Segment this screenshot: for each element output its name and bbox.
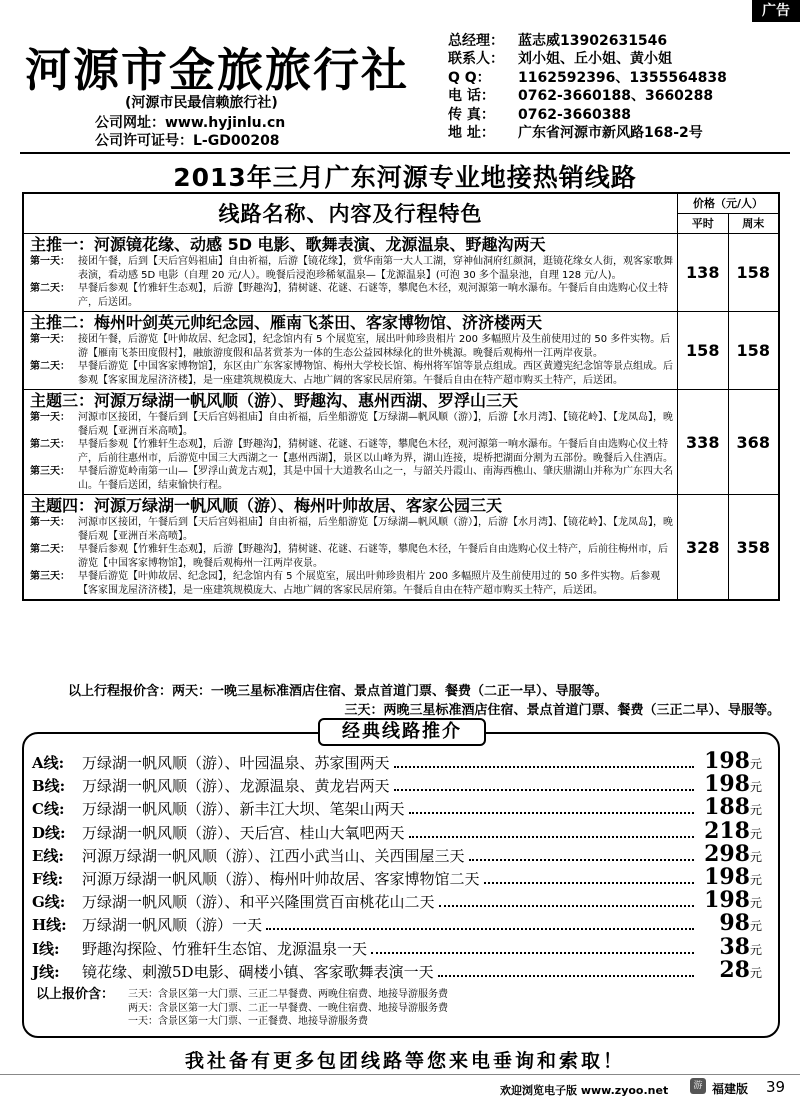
- route-row: [24, 234, 778, 312]
- contact-value: 0762-3660388: [518, 106, 631, 123]
- classic-line: [32, 956, 772, 983]
- footer-slogan: 我社备有更多包团线路等您来电垂询和索取！: [184, 1050, 625, 1072]
- day-label: 第二天：: [30, 544, 70, 555]
- line-desc: 万绿湖一帆风顺（游）一天: [82, 916, 263, 935]
- line-code: E线:: [32, 846, 64, 865]
- line-price: 38: [719, 933, 750, 960]
- footer-bar: [0, 1074, 800, 1100]
- footer-edition: 福建版: [712, 1082, 749, 1096]
- day-text: 河源市区接团，午餐后到【天后宫妈祖庙】自由祈福，后坐船游览【万绿湖—帆风顺（游）】，后游【水月湾】、【镜花岭】、【龙凤岛】，晚餐后观【亚洲百米高喷】。: [78, 412, 673, 437]
- line-desc: 万绿湖一帆风顺（游）、和平兴隆围赏百亩桃花山二天: [82, 893, 435, 912]
- route-row: [24, 390, 778, 495]
- route-day: [30, 333, 673, 360]
- route-title: 主题四：河源万绿湖一帆风顺（游）、梅州叶帅故居、客家公园三天: [30, 496, 503, 515]
- route-day: [30, 255, 673, 282]
- contact-value: 1162592396、1355564838: [518, 69, 727, 86]
- header-price-title: 价格（元/人）: [678, 194, 778, 214]
- dot-leader: [409, 802, 694, 814]
- line-price: 28: [719, 956, 750, 983]
- contact-label: 电 话：: [448, 88, 495, 105]
- line-desc: 镜花缘、刺激5D电影、碉楼小镇、客家歌舞表演一天: [82, 962, 434, 981]
- line-unit: 元: [750, 757, 763, 771]
- day-text: 早餐后游览【中国客家博物馆】，东区由广东客家博物馆、梅州大学校长馆、梅州将军馆等景点组成。西区黄遵宪纪念馆等景点组成。后参观【客家围龙屋济济楼】，是一座建筑规模庞大、占地广阔的客家民居府第。午餐后自由在特产超市购买土特产，后送团。: [78, 361, 673, 386]
- header: [20, 26, 790, 149]
- route-title: 主推二：梅州叶剑英元帅纪念园、雁南飞茶田、客家博物馆、济济楼两天: [30, 313, 543, 332]
- quote-block: [36, 988, 756, 1029]
- route-body: [24, 234, 678, 311]
- line-code: B线:: [32, 777, 66, 796]
- dot-leader: [371, 942, 694, 954]
- classic-line: [32, 771, 772, 798]
- line-unit: 元: [750, 780, 763, 795]
- line-unit: 元: [750, 826, 763, 841]
- price-weekend: 158: [736, 341, 770, 360]
- route-table: [22, 192, 780, 601]
- contact-row: [448, 32, 793, 50]
- contact-label: 联系人：: [448, 51, 504, 68]
- price-weekday: 328: [678, 495, 729, 599]
- contact-row: [448, 69, 793, 87]
- day-text: 早餐后游览岭南第一山—【罗浮山黄龙古观】，其是中国十大道教名山之一，与韶关丹霞山、南海西樵山、肇庆鼎湖山并称为广东四大名山。午餐后送团，结束愉快行程。: [78, 466, 673, 491]
- line-price: 198: [704, 748, 750, 774]
- line-unit: 元: [750, 896, 763, 911]
- line-unit: 元: [750, 919, 763, 934]
- classic-line: [32, 863, 772, 890]
- dot-leader: [266, 918, 694, 930]
- line-desc: 野趣沟探险、竹雅轩生态馆、龙源温泉一天: [82, 939, 368, 958]
- line-code: D线:: [32, 823, 66, 842]
- line-desc: 万绿湖一帆风顺（游）、天后宫、桂山大氧吧两天: [82, 823, 405, 842]
- route-price: [678, 312, 778, 389]
- route-body: [24, 390, 678, 494]
- line-price: 198: [704, 887, 750, 914]
- header-price: [678, 194, 778, 233]
- route-day: [30, 543, 673, 570]
- classic-line: [32, 910, 772, 937]
- line-desc: 河源万绿湖一帆风顺（游）、江西小武当山、关西围屋三天: [82, 846, 465, 865]
- contact-row: [448, 106, 793, 124]
- route-day: [30, 465, 673, 492]
- route-price: [678, 234, 778, 311]
- line-price: 298: [704, 840, 750, 867]
- route-row: [24, 312, 778, 390]
- route-list: [24, 234, 778, 599]
- footer-site-link[interactable]: 欢迎浏览电子版 www.zyoo.net: [500, 1084, 669, 1097]
- line-desc: 万绿湖一帆风顺（游）、新丰江大坝、笔架山两天: [82, 800, 405, 819]
- line-code: J线:: [32, 962, 60, 981]
- day-text: 接团午餐，后游览【叶帅故居、纪念园】，纪念馆内有 5 个展览室，展出叶帅珍贵相片 200 多幅照片及生前使用过的 50 多件实物。后游【雁南飞茶田度假村】，融旅游度假和品茗赏茶为一体的生态公益园林绿化的世外桃源。晚餐后观梅州一江两岸夜景。: [78, 334, 671, 359]
- classic-line: [32, 933, 772, 960]
- day-label: 第一天：: [30, 517, 70, 528]
- dot-leader: [394, 779, 694, 791]
- contact-label: 总经理：: [448, 33, 504, 49]
- price-weekday: 138: [678, 234, 729, 311]
- contact-row: [448, 124, 793, 142]
- line-unit: 元: [750, 849, 763, 864]
- price-weekend: 158: [736, 263, 770, 282]
- price-note-two-day: 以上行程报价含：两天：一晚三星标准酒店住宿、景点首道门票、餐费（二正一早）、导服等。: [68, 684, 608, 699]
- page-number: 39: [766, 1078, 786, 1096]
- day-label: 第二天：: [30, 283, 70, 294]
- line-code: F线:: [32, 869, 64, 888]
- price-weekend: 368: [736, 432, 770, 452]
- price-weekday: 158: [678, 312, 729, 389]
- day-label: 第二天：: [30, 439, 70, 450]
- quote-line: 一天：含景区第一大门票、一正餐费、地接导游服务费: [128, 1016, 368, 1027]
- contact-label: 地 址：: [448, 125, 495, 142]
- classic-line: [32, 748, 772, 774]
- day-text: 河源市区接团，午餐后到【天后宫妈祖庙】自由祈福，后坐船游览【万绿湖—帆风顺（游）】，后游【水月湾】、【镜花岭】、【龙凤岛】，晚餐后观【亚洲百米高喷】。: [78, 517, 673, 542]
- contact-value: 刘小姐、丘小姐、黄小姐: [518, 51, 672, 68]
- contact-value: 蓝志威13902631546: [518, 33, 668, 49]
- route-day: [30, 516, 673, 543]
- line-code: A线:: [32, 754, 65, 772]
- classic-line: [32, 840, 772, 867]
- company-website[interactable]: 公司网址：www.hyjinlu.cn: [95, 115, 286, 131]
- classic-line: [32, 794, 772, 821]
- publisher-logo-icon: 游: [690, 1078, 706, 1094]
- dot-leader: [438, 965, 694, 977]
- dot-leader: [409, 826, 694, 838]
- line-price: 218: [704, 817, 750, 844]
- price-weekend: 358: [736, 537, 770, 557]
- classic-line-list: [32, 748, 772, 983]
- route-title: 主推一：河源镜花缘、动感 5D 电影、歌舞表演、龙源温泉、野趣沟两天: [30, 235, 546, 254]
- dot-leader: [484, 872, 694, 884]
- dot-leader: [394, 756, 694, 768]
- dot-leader: [469, 849, 694, 861]
- line-price: 188: [704, 794, 750, 821]
- route-price: [678, 495, 778, 599]
- contact-block: [448, 32, 793, 142]
- route-day: [30, 360, 673, 387]
- route-day: [30, 438, 673, 465]
- line-code: G线:: [32, 893, 66, 912]
- classic-line: [32, 887, 772, 914]
- line-code: I线:: [32, 939, 60, 958]
- company-license: 公司许可证号：L-GD00208: [95, 133, 280, 149]
- contact-label: 传 真：: [448, 106, 495, 123]
- day-label: 第二天：: [30, 361, 70, 372]
- day-label: 第一天：: [30, 412, 70, 423]
- header-route-name: 线路名称、内容及行程特色: [24, 194, 678, 233]
- route-row: [24, 495, 778, 599]
- line-unit: 元: [750, 942, 763, 957]
- day-label: 第三天：: [30, 571, 70, 582]
- route-day: [30, 411, 673, 438]
- line-desc: 河源万绿湖一帆风顺（游）、梅州叶帅故居、客家博物馆二天: [82, 869, 480, 888]
- quote-line: 两天：含景区第一大门票、二正一早餐费、一晚住宿费、地接导游服务费: [128, 1002, 448, 1014]
- classic-line: [32, 817, 772, 844]
- line-price: 198: [704, 863, 750, 890]
- day-text: 早餐后参观【竹雅轩生态观】，后游【野趣沟】，猜树谜、花谜、石谜等，攀爬色木径，观河源第一响水瀑布。午餐后自由选购心仪土特产，后送团。: [78, 283, 668, 308]
- title-divider: [20, 152, 790, 154]
- price-weekday: 338: [678, 390, 729, 494]
- day-text: 早餐后参观【竹雅轩生态观】，后游【野趣沟】，猜树谜、花谜、石谜等，攀爬色木径，午餐后自由选购心仪土特产，后前往梅州市，后游览【中国客家博物馆】，晚餐后观梅州一江两岸夜景。: [78, 544, 668, 569]
- route-body: [24, 495, 678, 599]
- line-price: 198: [704, 771, 750, 798]
- dot-leader: [439, 895, 694, 907]
- line-unit: 元: [750, 803, 763, 818]
- line-unit: 元: [750, 872, 763, 887]
- line-desc: 万绿湖一帆风顺（游）、叶园温泉、苏家围两天: [82, 754, 390, 772]
- table-header: [24, 194, 778, 234]
- company-name: 河源市金旅旅行社: [25, 43, 409, 97]
- day-text: 早餐后参观【竹雅轩生态观】，后游【野趣沟】，猜树谜、花谜、石谜等，攀爬色木径，观河源第一响水瀑布。午餐后自由选购心仪土特产，后前往惠州市，后游览中国三大西湖之一【惠州西湖】，景区以山峰为界，湖山连接，堤桥把湖面分割为五部份。晚餐后入住酒店。: [78, 439, 673, 464]
- classic-routes-title: 经典线路推介: [318, 718, 486, 746]
- route-title: 主题三：河源万绿湖一帆风顺（游）、野趣沟、惠州西湖、罗浮山三天: [30, 391, 519, 410]
- line-code: C线:: [32, 800, 65, 819]
- contact-row: [448, 50, 793, 68]
- line-desc: 万绿湖一帆风顺（游）、龙源温泉、黄龙岩两天: [82, 777, 390, 796]
- route-price: [678, 390, 778, 494]
- price-note-three-day: 三天：两晚三星标准酒店住宿、景点首道门票、餐费（三正二早）、导服等。: [344, 703, 780, 718]
- company-subtitle: (河源市民最信赖旅行社): [125, 95, 278, 111]
- day-text: 接团午餐，后到【天后宫妈祖庙】自由祈福，后游【镜花缘】，赏华南第一大人工湖，穿神仙洞府红颜洞，逛镜花缘女人街，观客家歌舞表演，看动感 5D 电影（自理 20 元/人）。晚餐后浸泡珍稀氡温泉—【龙源温泉】(可泡 30 多个温泉池，自理 128 元/人)。: [78, 256, 673, 281]
- contact-value: 0762-3660188、3660288: [518, 88, 714, 105]
- day-label: 第一天：: [30, 256, 70, 267]
- route-day: [30, 282, 673, 309]
- contact-label: Q Q：: [448, 69, 491, 86]
- header-weekend: 周末: [742, 217, 765, 230]
- line-code: H线:: [32, 916, 67, 935]
- day-text: 早餐后游览【叶帅故居、纪念园】，纪念馆内有 5 个展览室，展出叶帅珍贵相片 200 多幅照片及生前使用过的 50 多件实物。后参观【客家围龙屋济济楼】，是一座建筑规模庞大、占地广阔的客家民居府第。午餐后自由在特产超市购买土特产，后送团。: [78, 571, 661, 596]
- main-title: 2013年三月广东河源专业地接热销线路: [173, 163, 637, 192]
- day-label: 第一天：: [30, 334, 70, 345]
- contact-value: 广东省河源市新风路168-2号: [518, 125, 703, 142]
- ad-tag: 广告: [752, 0, 800, 22]
- quote-line: 三天：含景区第一大门票、三正二早餐费、两晚住宿费、地接导游服务费: [128, 989, 448, 1000]
- header-weekday: 平时: [678, 214, 729, 233]
- price-note: [60, 682, 780, 720]
- line-price: 98: [719, 910, 750, 937]
- day-label: 第三天：: [30, 466, 70, 477]
- route-body: [24, 312, 678, 389]
- quote-label: 以上报价含：: [36, 987, 115, 1002]
- contact-row: [448, 87, 793, 105]
- line-unit: 元: [750, 965, 763, 980]
- route-day: [30, 570, 673, 597]
